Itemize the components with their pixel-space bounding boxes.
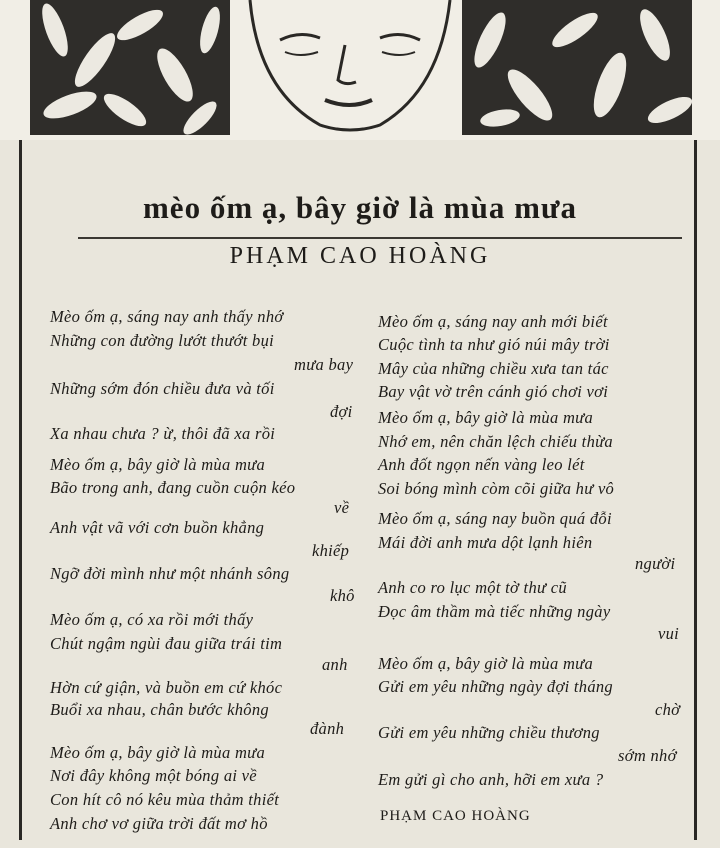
right-poem-line: Anh đốt ngọn nến vàng leo lét bbox=[378, 455, 585, 474]
right-poem-line: Mèo ốm ạ, bây giờ là mùa mưa bbox=[378, 654, 594, 673]
right-poem-line: Anh co ro lục một tờ thư cũ bbox=[378, 578, 567, 597]
right-poem-line: Soi bóng mình còm cõi giữa hư vô bbox=[378, 479, 615, 498]
left-poem-line: đành bbox=[310, 719, 345, 738]
left-poem-line: Mèo ốm ạ, bây giờ là mùa mưa bbox=[50, 455, 266, 474]
left-poem-line: về bbox=[334, 498, 350, 517]
left-poem-line: Xa nhau chưa ? ừ, thôi đã xa rồi bbox=[50, 424, 276, 443]
left-poem-line: Bão trong anh, đang cuồn cuộn kéo bbox=[50, 478, 296, 497]
left-poem-line: Buổi xa nhau, chân bước không bbox=[50, 700, 269, 719]
left-poem-line: Hờn cứ giận, và buồn em cứ khóc bbox=[50, 678, 283, 697]
right-poem-line: Em gửi gì cho anh, hỡi em xưa ? bbox=[378, 770, 604, 789]
right-poem-line: Gửi em yêu những ngày đợi tháng bbox=[378, 677, 613, 696]
poem-author: PHẠM CAO HOÀNG bbox=[229, 243, 491, 269]
right-poem-line: Cuộc tình ta như gió núi mây trời bbox=[378, 335, 610, 354]
left-poem-line: khô bbox=[330, 586, 355, 605]
right-poem-line: người bbox=[635, 554, 676, 573]
left-frame-border bbox=[19, 140, 22, 840]
right-poem-line: Mèo ốm ạ, sáng nay anh mới biết bbox=[378, 312, 608, 331]
right-poem-line: Mèo ốm ạ, sáng nay buồn quá đỗi bbox=[378, 509, 612, 528]
poem-title: mèo ốm ạ, bây giờ là mùa mưa bbox=[142, 190, 578, 225]
right-poem-line: sớm nhớ bbox=[618, 746, 677, 765]
left-poem-line: đợi bbox=[330, 402, 353, 421]
left-poem-line: khiếp bbox=[312, 541, 350, 560]
left-poem-line: Những sớm đón chiều đưa và tối bbox=[50, 379, 275, 398]
left-poem-line: Anh chơ vơ giữa trời đất mơ hồ bbox=[50, 814, 268, 833]
left-poem-line: Mèo ốm ạ, có xa rồi mới thấy bbox=[50, 610, 254, 629]
right-poem-line: Mái đời anh mưa dột lạnh hiên bbox=[378, 533, 593, 552]
left-poem-line: Anh vật vã với cơn buồn khẳng bbox=[50, 518, 265, 537]
right-poem-line: Mèo ốm ạ, bây giờ là mùa mưa bbox=[378, 408, 594, 427]
right-poem-line: Mây của những chiều xưa tan tác bbox=[378, 359, 609, 378]
right-poem-line: chờ bbox=[655, 700, 681, 719]
left-poem-line: Con hít cô nó kêu mùa thảm thiết bbox=[50, 790, 280, 809]
right-poem-line: Gửi em yêu những chiều thương bbox=[378, 723, 600, 742]
left-poem-line: Những con đường lướt thướt bụi bbox=[50, 331, 275, 350]
left-poem-line: Nơi đây không một bóng ai về bbox=[50, 766, 257, 785]
left-poem-line: mưa bay bbox=[294, 355, 354, 374]
left-poem-line: Mèo ốm ạ, sáng nay anh thấy nhớ bbox=[50, 307, 284, 326]
left-poem-line: Ngỡ đời mình như một nhánh sông bbox=[50, 564, 290, 583]
right-poem-line: Đọc âm thầm mà tiếc những ngày bbox=[378, 602, 611, 621]
title-divider bbox=[78, 237, 682, 239]
right-poem-line: Bay vật vờ trên cánh gió chơi vơi bbox=[378, 382, 609, 401]
right-frame-border bbox=[694, 140, 697, 840]
right-poem-line: vui bbox=[658, 624, 680, 643]
closing-signature: PHẠM CAO HOÀNG bbox=[380, 808, 531, 824]
header-illustration bbox=[0, 0, 720, 140]
left-poem-line: Mèo ốm ạ, bây giờ là mùa mưa bbox=[50, 743, 266, 762]
left-poem-line: anh bbox=[322, 655, 348, 674]
left-poem-line: Chút ngậm ngùi đau giữa trái tim bbox=[50, 634, 283, 653]
right-poem-line: Nhớ em, nên chăn lệch chiếu thừa bbox=[378, 432, 613, 451]
